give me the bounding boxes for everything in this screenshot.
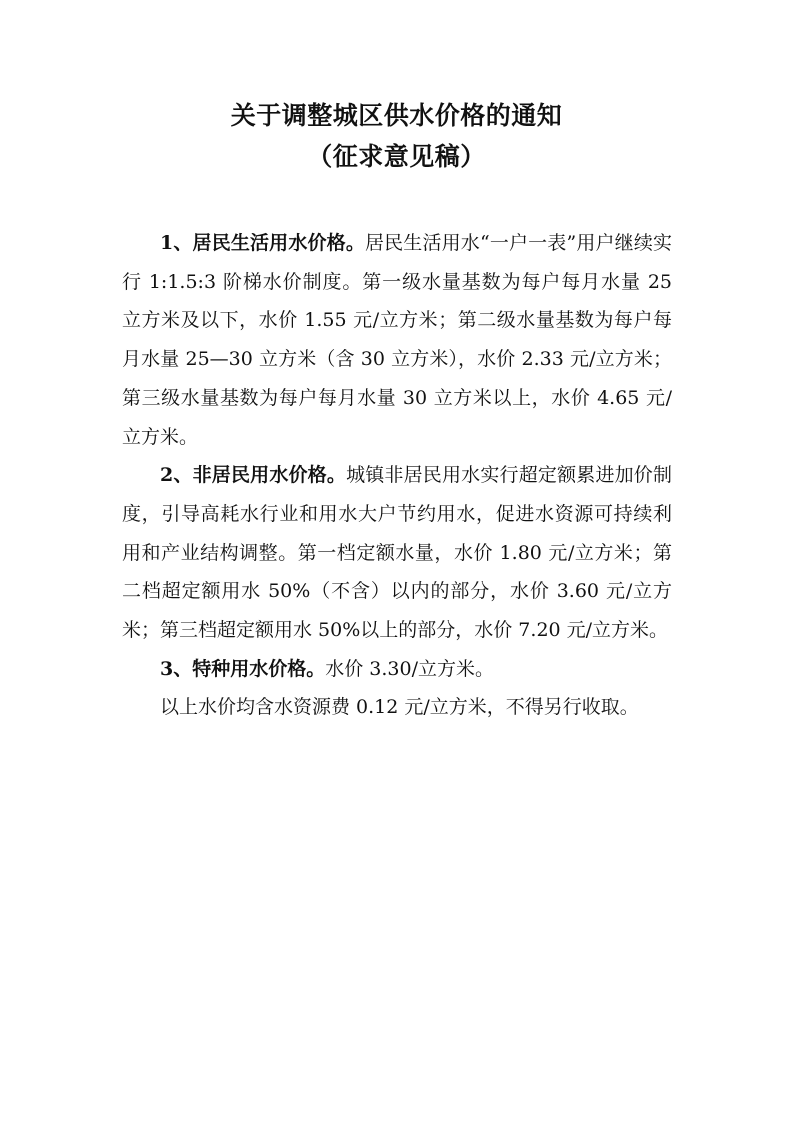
paragraph-text: 居民生活用水“一户一表”用户继续实行 1:1.5:3 阶梯水价制度。第一级水量基数为每户每月水量 25 立方米及以下，水价 1.55 元/立方米；第二级水量基数为每户每月水量 25—30 立方米（含 30 立方米），水价 2.33 元/立方米；第三级水量基数为每户每月水量 30 立方米以上，水价 4.65 元/立方米。 (122, 232, 672, 448)
paragraph-heading: 2、非居民用水价格。 (160, 464, 347, 487)
document-subtitle: （征求意见稿） (307, 142, 486, 171)
paragraph-special-water-price (122, 650, 672, 689)
paragraph-heading: 1、居民生活用水价格。 (160, 232, 365, 254)
paragraph-text: 水价 3.30/立方米。 (325, 657, 494, 680)
paragraph-water-resource-fee-note (122, 688, 672, 727)
paragraph-text: 城镇非居民用水实行超定额累进加价制度，引导高耗水行业和用水大户节约用水，促进水资源可持续利用和产业结构调整。第一档定额水量，水价 1.80 元/立方米；第二档超定额用水 50%（不含）以内的部分，水价 3.60 元/立方米；第三档超定额用水 50%以上的部分，水价 7.20 元/立方米。 (122, 464, 672, 642)
document-body (122, 224, 672, 727)
paragraph-heading: 3、特种用水价格。 (160, 657, 326, 680)
paragraph-text: 以上水价均含水资源费 0.12 元/立方米，不得另行收取。 (160, 696, 639, 719)
paragraph-non-residential-water-price (122, 456, 672, 650)
paragraph-residential-water-price (122, 224, 672, 456)
document-title: 关于调整城区供水价格的通知 (230, 101, 563, 130)
